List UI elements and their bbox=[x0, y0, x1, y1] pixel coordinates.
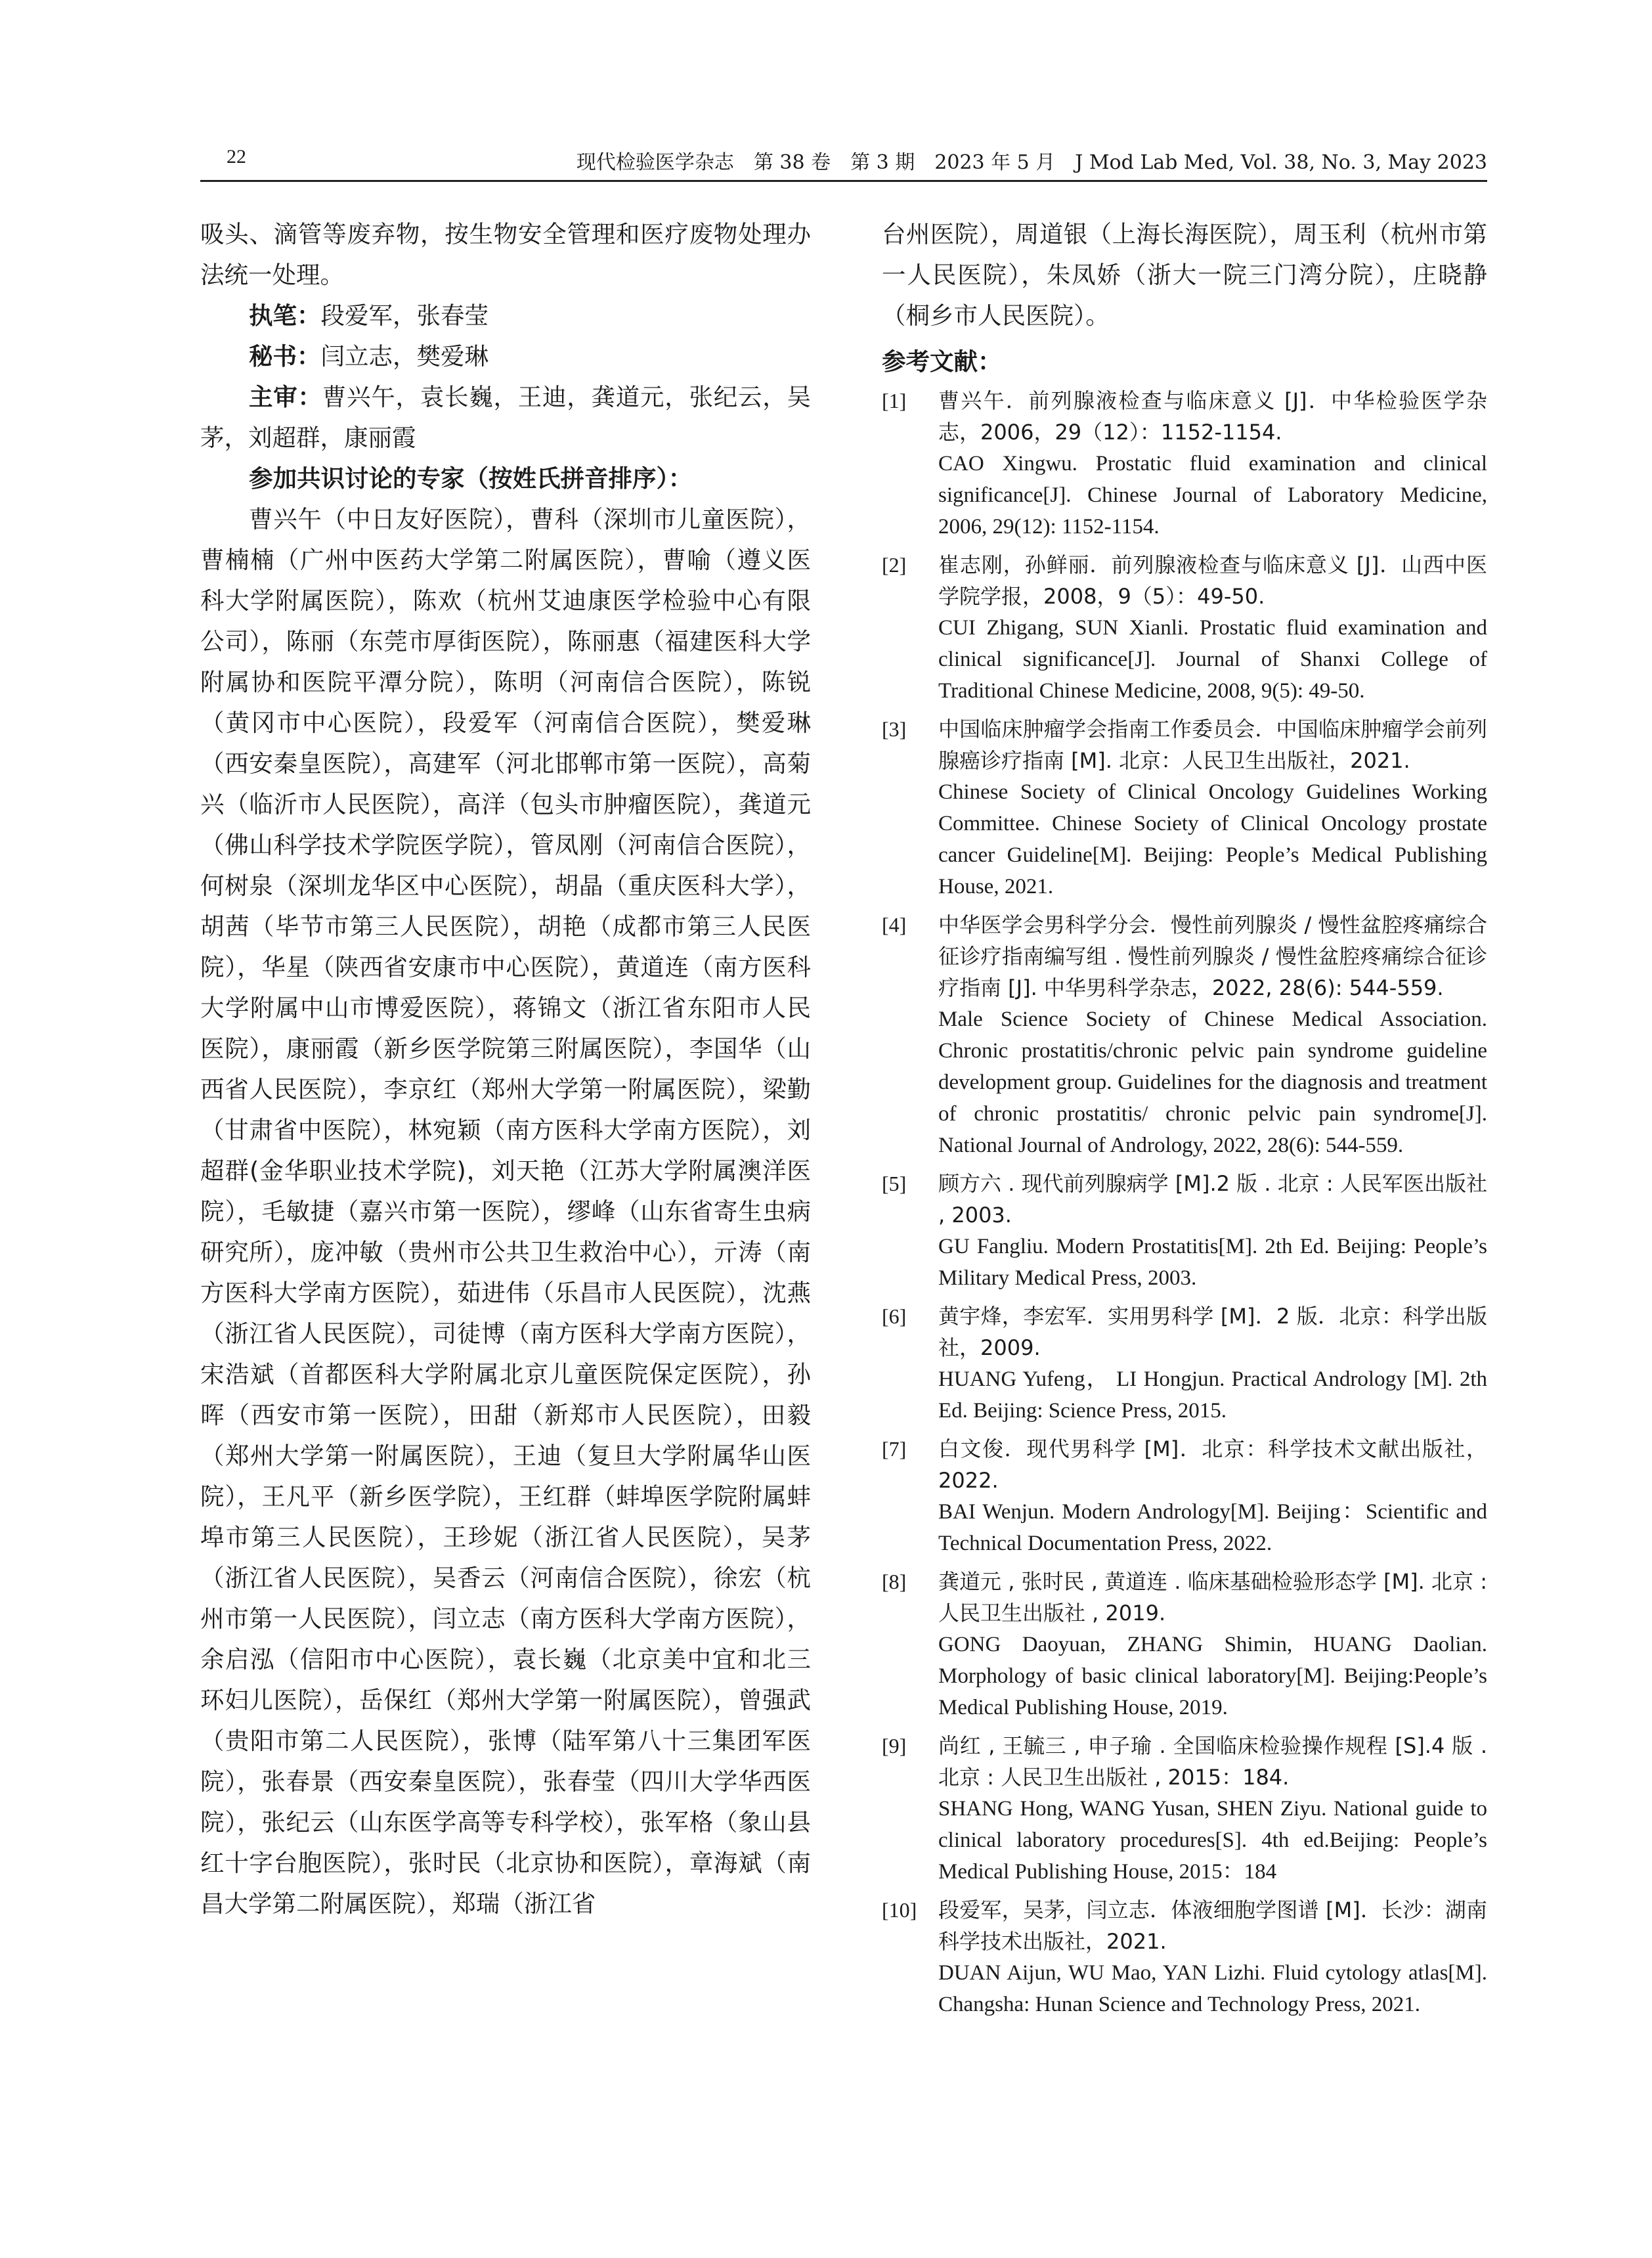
reviewers-line bbox=[200, 377, 811, 458]
reference-chinese: 白文俊．现代男科学 [M]．北京：科学技术文献出版社，2022. bbox=[938, 1436, 1487, 1493]
reference-number: [1] bbox=[882, 389, 907, 412]
reference-item bbox=[882, 549, 1487, 707]
reference-chinese: 段爱军，吴茅，闫立志．体液细胞学图谱 [M]．长沙：湖南科学技术出版社，2021. bbox=[938, 1897, 1487, 1954]
experts-heading: 参加共识讨论的专家（按姓氏拼音排序）： bbox=[249, 464, 693, 493]
reference-number: [8] bbox=[882, 1570, 907, 1593]
reference-number: [2] bbox=[882, 553, 907, 577]
reference-chinese: 顾方六 . 现代前列腺病学 [M].2 版 . 北京 : 人民军医出版社 , 2003. bbox=[938, 1171, 1487, 1228]
reference-english: Chinese Society of Clinical Oncology Guidelines Working Committee. Chinese Society of Clinical Oncology prostate cancer Guideline[M]. Beijing: People’s Medical Publishing House, 2021. bbox=[938, 780, 1487, 898]
reference-chinese: 崔志刚，孙鲜丽．前列腺液检查与临床意义 [J]．山西中医学院学报，2008，9（5）：49-50. bbox=[938, 552, 1487, 609]
reference-number: [7] bbox=[882, 1437, 907, 1461]
page-number: 22 bbox=[227, 146, 246, 167]
reference-item bbox=[882, 1730, 1487, 1888]
journal-running-head: 现代检验医学杂志 第 38 卷 第 3 期 2023 年 5 月 J Mod Lab Med, Vol. 38, No. 3, May 2023 bbox=[576, 151, 1487, 174]
secretary-line bbox=[200, 336, 811, 377]
experts-list-continued: 台州医院），周道银（上海长海医院），周玉利（杭州市第一人民医院），朱凤娇（浙大一院三门湾分院），庄晓静（桐乡市人民医院）。 bbox=[882, 220, 1487, 330]
reference-item bbox=[882, 713, 1487, 902]
reference-number: [5] bbox=[882, 1172, 907, 1195]
reference-english: SHANG Hong, WANG Yusan, SHEN Ziyu. National guide to clinical laboratory procedures[S]. 4th ed.Beijing: People’s Medical Publishing House, 2015：184 bbox=[938, 1797, 1487, 1884]
reference-english: BAI Wenjun. Modern Andrology[M]. Beijing：Scientific and Technical Documentation Press, 2022. bbox=[938, 1500, 1487, 1555]
reference-chinese: 尚红 , 王毓三 , 申子瑜 . 全国临床检验操作规程 [S].4 版 . 北京 : 人民卫生出版社 , 2015：184. bbox=[938, 1733, 1487, 1790]
reference-item bbox=[882, 1566, 1487, 1723]
intro-paragraph: 吸头、滴管等废弃物，按生物安全管理和医疗废物处理办法统一处理。 bbox=[200, 220, 811, 289]
reference-chinese: 中国临床肿瘤学会指南工作委员会．中国临床肿瘤学会前列腺癌诊疗指南 [M]. 北京：人民卫生出版社，2021. bbox=[938, 717, 1487, 773]
reference-english: CUI Zhigang, SUN Xianli. Prostatic fluid examination and clinical significance[J]. Journal of Shanxi College of Traditional Chinese Medicine, 2008, 9(5): 49-50. bbox=[938, 616, 1487, 703]
secretary-label: 秘书： bbox=[249, 342, 321, 370]
page-header bbox=[200, 141, 1487, 182]
reference-item bbox=[882, 1894, 1487, 2020]
reference-number: [10] bbox=[882, 1898, 917, 1922]
reference-english: CAO Xingwu. Prostatic fluid examination and clinical significance[J]. Chinese Journal of Laboratory Medicine, 2006, 29(12): 1152-1154. bbox=[938, 452, 1487, 539]
reference-english: HUANG Yufeng， LI Hongjun. Practical Andrology [M]. 2th Ed. Beijing: Science Press, 2015. bbox=[938, 1367, 1487, 1423]
reference-number: [3] bbox=[882, 717, 907, 741]
experts-list: 曹兴午（中日友好医院），曹科（深圳市儿童医院），曹楠楠（广州中医药大学第二附属医院），曹喻（遵义医科大学附属医院），陈欢（杭州艾迪康医学检验中心有限公司），陈丽（东莞市厚街医院），陈丽惠（福建医科大学附属协和医院平潭分院），陈明（河南信合医院），陈锐（黄冈市中心医院），段爱军（河南信合医院），樊爱琳（西安秦皇医院），高建军（河北邯郸市第一医院），高菊兴（临沂市人民医院），高洋（包头市肿瘤医院），龚道元（佛山科学技术学院医学院），管凤刚（河南信合医院），何树泉（深圳龙华区中心医院），胡晶（重庆医科大学），胡茜（毕节市第三人民医院），胡艳（成都市第三人民医院），华星（陕西省安康市中心医院），黄道连（南方医科大学附属中山市博爱医院），蒋锦文（浙江省东阳市人民医院），康丽霞（新乡医学院第三附属医院），李国华（山西省人民医院），李京红（郑州大学第一附属医院），梁勤（甘肃省中医院），林宛颖（南方医科大学南方医院），刘超群(金华职业技术学院)，刘天艳（江苏大学附属澳洋医院），毛敏捷（嘉兴市第一医院），缪峰（山东省寄生虫病研究所），庞冲敏（贵州市公共卫生救治中心），亓涛（南方医科大学南方医院），茹进伟（乐昌市人民医院），沈燕（浙江省人民医院），司徒博（南方医科大学南方医院），宋浩斌（首都医科大学附属北京儿童医院保定医院），孙晖（西安市第一医院），田甜（新郑市人民医院），田毅（郑州大学第一附属医院），王迪（复旦大学附属华山医院），王凡平（新乡医学院），王红群（蚌埠医学院附属蚌埠市第三人民医院），王珍妮（浙江省人民医院），吴茅（浙江省人民医院），吴香云（河南信合医院），徐宏（杭州市第一人民医院），闫立志（南方医科大学南方医院），余启泓（信阳市中心医院），袁长巍（北京美中宜和北三环妇儿医院），岳保红（郑州大学第一附属医院），曾强武（贵阳市第二人民医院），张博（陆军第八十三集团军医院），张春景（西安秦皇医院），张春莹（四川大学华西医院），张纪云（山东医学高等专科学校），张军格（象山县红十字台胞医院），张时民（北京协和医院），章海斌（南昌大学第二附属医院），郑瑞（浙江省 bbox=[200, 505, 811, 1918]
reference-english: GONG Daoyuan, ZHANG Shimin, HUANG Daolian. Morphology of basic clinical laboratory[M]. Beijing:People’s Medical Publishing House, 2019. bbox=[938, 1633, 1487, 1719]
reference-number: [4] bbox=[882, 913, 907, 937]
reference-item bbox=[882, 385, 1487, 542]
secretary-names: 闫立志，樊爱琳 bbox=[320, 342, 489, 370]
references-heading: 参考文献： bbox=[882, 347, 1002, 376]
references-list bbox=[882, 385, 1487, 2020]
reference-item bbox=[882, 1300, 1487, 1427]
reference-number: [6] bbox=[882, 1304, 907, 1328]
reference-item bbox=[882, 1433, 1487, 1559]
reference-number: [9] bbox=[882, 1734, 907, 1758]
writers-line bbox=[200, 296, 811, 336]
reference-item bbox=[882, 1168, 1487, 1294]
right-column bbox=[882, 214, 1487, 2027]
writers-label: 执笔： bbox=[249, 301, 321, 330]
reference-english: Male Science Society of Chinese Medical Association. Chronic prostatitis/chronic pelvic pain syndrome guideline development group. Guidelines for the diagnosis and treatment of chronic prostatitis/ chronic pelvic pain syndrome[J]. National Journal of Andrology, 2022, 28(6): 544-559. bbox=[938, 1007, 1487, 1157]
left-column bbox=[200, 214, 811, 1924]
reference-chinese: 黄宇烽，李宏军．实用男科学 [M]．2 版．北京：科学出版社，2009. bbox=[938, 1304, 1487, 1360]
reference-item bbox=[882, 909, 1487, 1161]
reference-english: DUAN Aijun, WU Mao, YAN Lizhi. Fluid cytology atlas[M]. Changsha: Hunan Science and Technology Press, 2021. bbox=[938, 1961, 1487, 2016]
reviewers-names: 曹兴午，袁长巍，王迪，龚道元，张纪云，吴茅，刘超群，康丽霞 bbox=[200, 383, 811, 452]
reference-chinese: 中华医学会男科学分会．慢性前列腺炎 / 慢性盆腔疼痛综合征诊疗指南编写组 . 慢性前列腺炎 / 慢性盆腔疼痛综合征诊疗指南 [J]. 中华男科学杂志，2022, 28(6): 544-559. bbox=[938, 912, 1487, 1000]
reference-chinese: 曹兴午．前列腺液检查与临床意义 [J]．中华检验医学杂志，2006，29（12）：1152-1154. bbox=[938, 388, 1487, 445]
reviewers-label: 主审： bbox=[249, 383, 322, 411]
reference-english: GU Fangliu. Modern Prostatitis[M]. 2th Ed. Beijing: People’s Military Medical Press, 2003. bbox=[938, 1235, 1487, 1290]
reference-chinese: 龚道元 , 张时民 , 黄道连 . 临床基础检验形态学 [M]. 北京 : 人民卫生出版社 , 2019. bbox=[938, 1569, 1487, 1626]
writers-names: 段爱军，张春莹 bbox=[320, 301, 489, 330]
